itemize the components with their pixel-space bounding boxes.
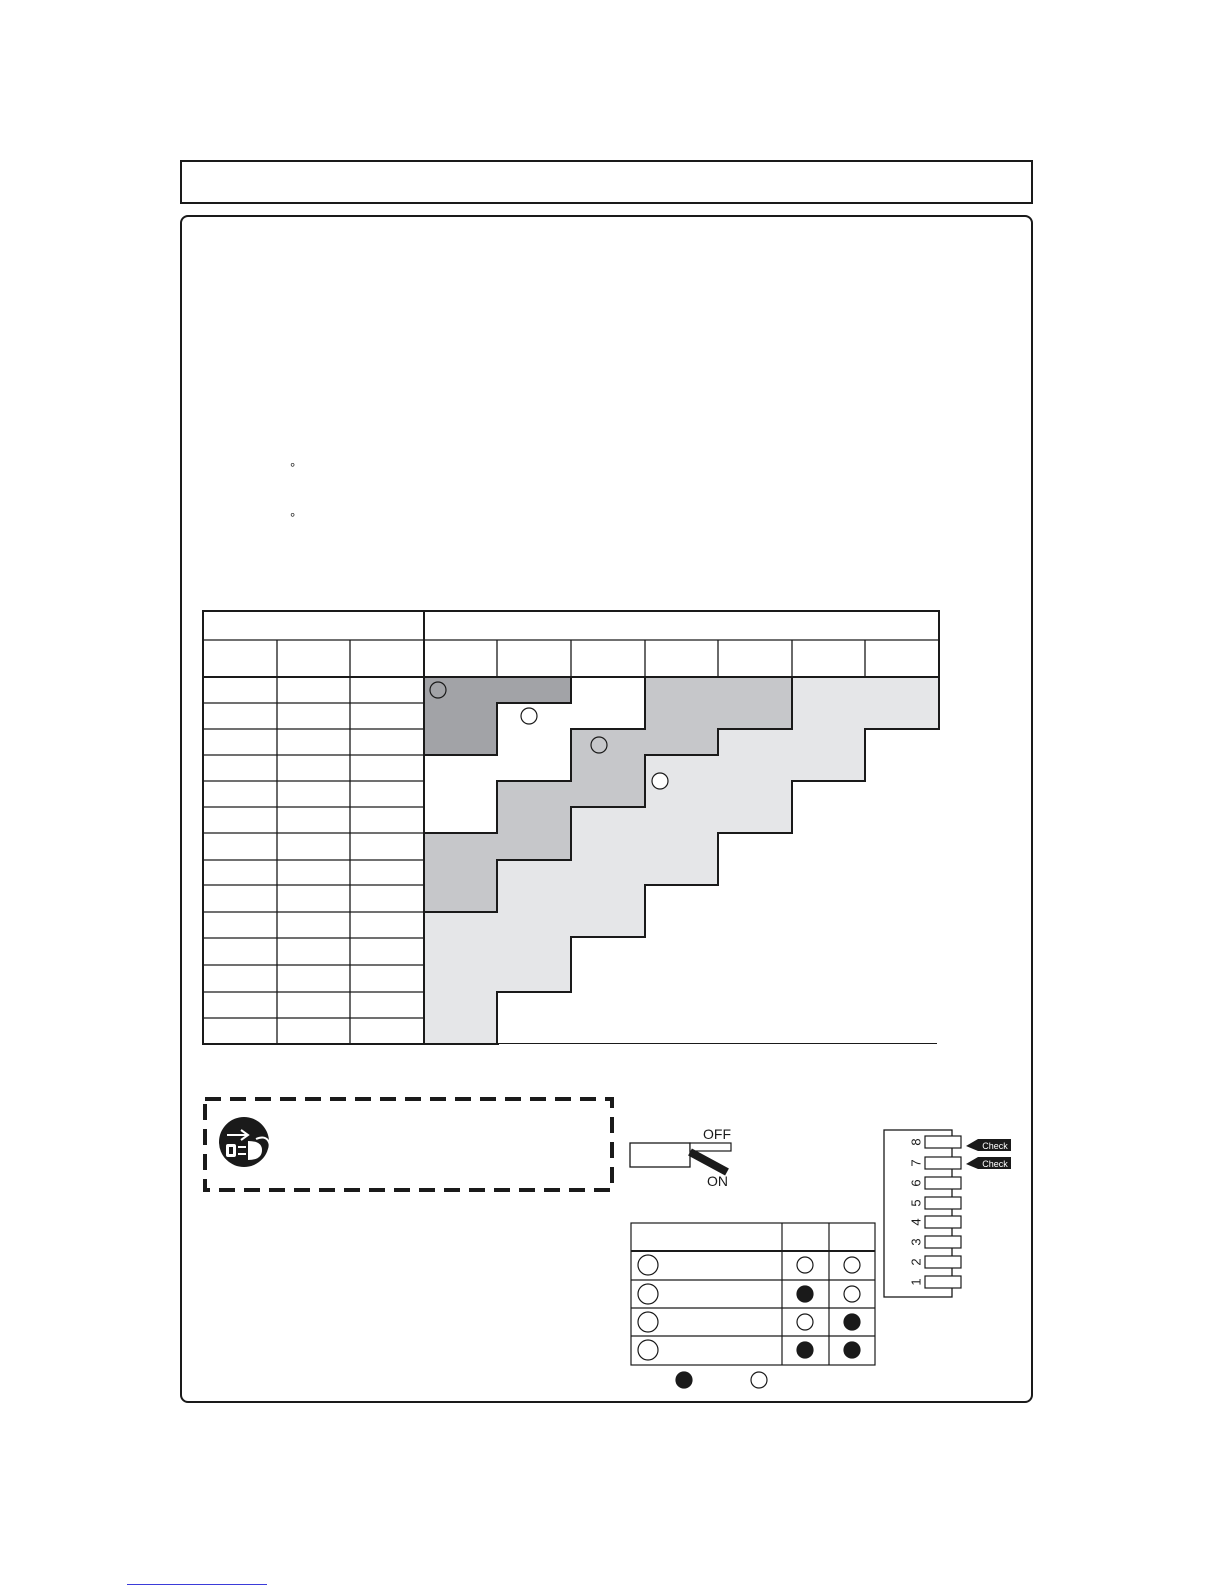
zone-marker-4 [652, 773, 668, 789]
zone-marker-2 [521, 708, 537, 724]
state-legend [676, 1372, 767, 1388]
state-r2-c2 [844, 1286, 860, 1302]
state-r3-c2 [844, 1314, 860, 1330]
bullet-mark-2: ° [290, 510, 296, 525]
row-marker-1 [638, 1255, 658, 1275]
dip-pos-6: 6 [908, 1179, 924, 1187]
dip-pos-2: 2 [908, 1258, 924, 1266]
state-r4-c2 [844, 1342, 860, 1358]
zone-marker-1 [430, 682, 446, 698]
dip-pos-1: 1 [908, 1278, 924, 1286]
bullet-mark-1: ° [290, 460, 296, 475]
check-tag-8 [966, 1139, 1011, 1151]
row-marker-2 [638, 1284, 658, 1304]
dip-pos-8: 8 [908, 1138, 924, 1146]
dip-pos-5: 5 [908, 1199, 924, 1207]
switch-on-label: ON [707, 1173, 728, 1189]
state-r4-c1 [797, 1342, 813, 1358]
legend-empty [751, 1372, 767, 1388]
state-r3-c1 [797, 1314, 813, 1330]
switch-off-label: OFF [703, 1126, 731, 1142]
row-marker-3 [638, 1312, 658, 1332]
svg-text:Check: Check [982, 1141, 1008, 1151]
unplug-warning-box [205, 1099, 612, 1190]
state-r1-c1 [797, 1257, 813, 1273]
setting-table [631, 1223, 875, 1365]
dip-pos-7: 7 [908, 1159, 924, 1167]
svg-text:Check: Check [982, 1159, 1008, 1169]
zone-marker-3 [591, 737, 607, 753]
state-r2-c1 [797, 1286, 813, 1302]
row-marker-4 [638, 1340, 658, 1360]
capacity-matrix [203, 611, 950, 1050]
legend-filled [676, 1372, 692, 1388]
dip-pos-3: 3 [908, 1238, 924, 1246]
state-r1-c2 [844, 1257, 860, 1273]
unplug-icon [219, 1117, 270, 1167]
toggle-switch-diagram [630, 1126, 731, 1189]
check-tag-7 [966, 1157, 1011, 1169]
dip-pos-4: 4 [908, 1218, 924, 1226]
dip-switch-block [884, 1130, 1011, 1297]
